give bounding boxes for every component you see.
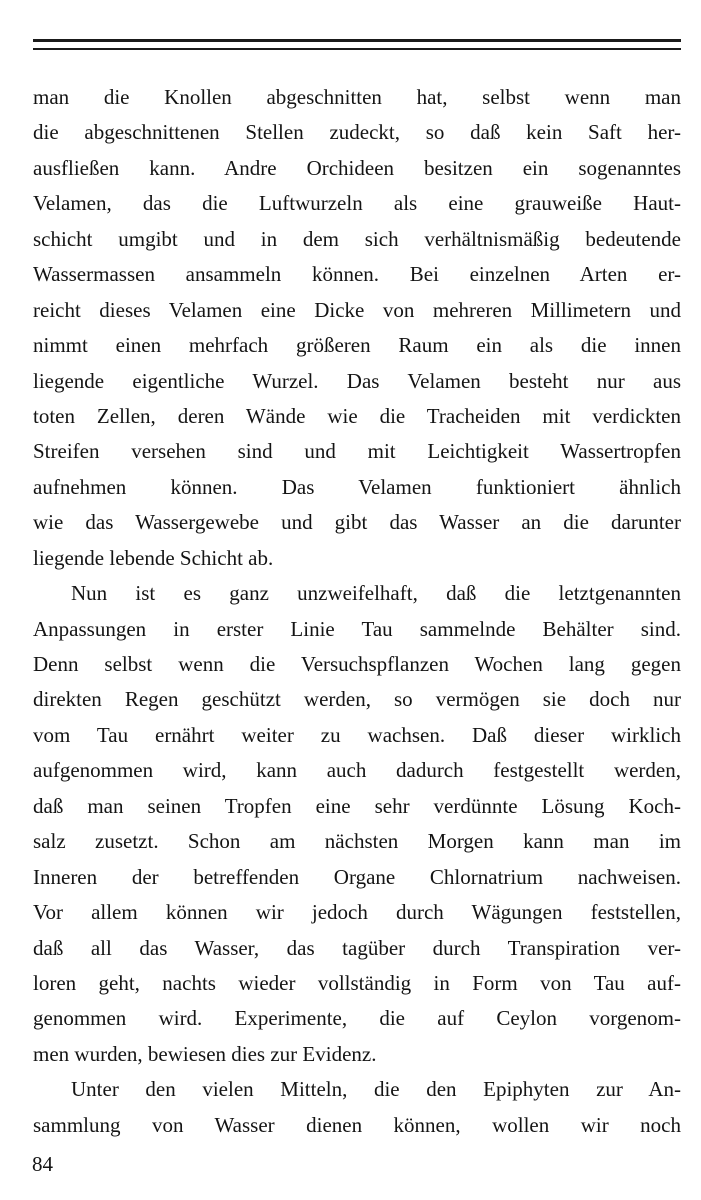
text-line: reicht dieses Velamen eine Dicke von mehreren Millimetern und xyxy=(33,297,681,322)
text-line: aufnehmen können. Das Velamen funktioniert ähnlich xyxy=(33,474,681,499)
text-line: Vor allem können wir jedoch durch Wägungen feststellen, xyxy=(33,900,681,925)
body-text xyxy=(33,80,681,1143)
text-line: Velamen, das die Luftwurzeln als eine grauweiße Haut- xyxy=(33,191,681,216)
text-line: Unter den vielen Mitteln, die den Epiphyten zur An- xyxy=(71,1077,681,1102)
text-line: sammlung von Wasser dienen können, wollen wir noch xyxy=(33,1112,681,1137)
text-line: loren geht, nachts wieder vollständig in Form von Tau auf- xyxy=(33,970,681,995)
header-rule-thick xyxy=(33,39,681,42)
text-line: Denn selbst wenn die Versuchspflanzen Wochen lang gegen xyxy=(33,652,681,676)
text-line: genommen wird. Experimente, die auf Ceylon vorgenom- xyxy=(33,1006,681,1031)
text-line: schicht umgibt und in dem sich verhältnismäßig bedeutende xyxy=(33,226,681,251)
header-rule-thin xyxy=(33,48,681,50)
text-line: direkten Regen geschützt werden, so vermögen sie doch nur xyxy=(33,687,681,712)
text-line: Wassermassen ansammeln können. Bei einzelnen Arten er- xyxy=(33,262,681,287)
text-line: nimmt einen mehrfach größeren Raum ein als die innen xyxy=(33,333,681,358)
text-line: aufgenommen wird, kann auch dadurch festgestellt werden, xyxy=(33,758,681,783)
text-line: toten Zellen, deren Wände wie die Tracheiden mit verdickten xyxy=(33,403,681,428)
text-line: daß all das Wasser, das tagüber durch Transpiration ver- xyxy=(33,935,681,960)
text-line: men wurden, bewiesen dies zur Evidenz. xyxy=(33,1041,377,1066)
text-line: daß man seinen Tropfen eine sehr verdünnte Lösung Koch- xyxy=(33,793,681,818)
text-line: liegende eigentliche Wurzel. Das Velamen besteht nur aus xyxy=(33,368,681,393)
text-line: man die Knollen abgeschnitten hat, selbst wenn man xyxy=(33,85,681,109)
text-line: Inneren der betreffenden Organe Chlornatrium nachweisen. xyxy=(33,864,681,889)
text-line: Anpassungen in erster Linie Tau sammelnde Behälter sind. xyxy=(33,616,681,641)
text-line: die abgeschnittenen Stellen zudeckt, so daß kein Saft her- xyxy=(33,120,681,145)
text-line: wie das Wassergewebe und gibt das Wasser an die darunter xyxy=(33,510,681,535)
text-line: liegende lebende Schicht ab. xyxy=(33,545,274,570)
page-number: 84 xyxy=(32,1152,53,1176)
text-line: vom Tau ernährt weiter zu wachsen. Daß dieser wirklich xyxy=(33,722,681,747)
text-line: salz zusetzt. Schon am nächsten Morgen kann man im xyxy=(33,829,681,854)
text-line: Streifen versehen sind und mit Leichtigkeit Wassertropfen xyxy=(33,439,681,464)
text-line: Nun ist es ganz unzweifelhaft, daß die letztgenannten xyxy=(71,581,681,606)
text-line: ausfließen kann. Andre Orchideen besitzen ein sogenanntes xyxy=(33,155,681,180)
